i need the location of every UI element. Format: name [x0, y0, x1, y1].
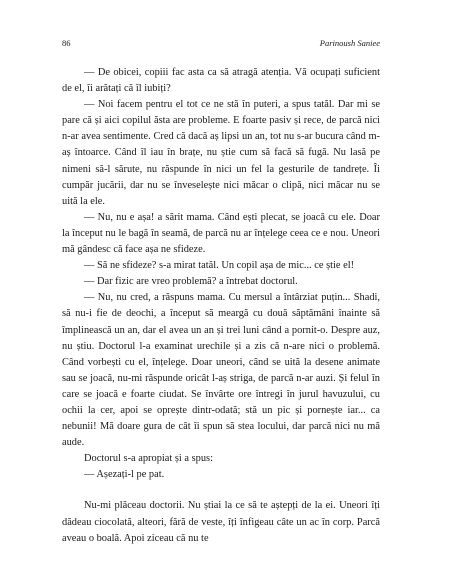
paragraph: Nu-mi plăceau doctorii. Nu știai la ce să te aștepți de la ei. Uneori îți dădeau ciocolată, alteori, fără de veste, îți înfigeau câte un ac în corp. Parcă aveau o boală. Apoi ziceau că nu te — [62, 500, 380, 544]
body-text — [62, 65, 380, 547]
page-number: 86 — [62, 38, 71, 48]
paragraph: — Noi facem pentru el tot ce ne stă în puteri, a spus tatăl. Dar mi se pare că și aici copilul ăsta are probleme. E foarte pasiv și rece, de parcă nici n-ar avea sentimente. Cred că dacă aș lipsi un an, tot nu s-ar bucura când m-aș întoarce. Când îl iau în brațe, nu știe cum să facă să fugă. Nu lasă pe nimeni să-l sărute, nu răspunde în nici un fel la gesturile de tandrețe. Îi cumpăr jucării, dar nu se înveselește nici măcar o clipă, nici măcar nu se uită la ele. — [62, 99, 380, 207]
paragraph: — Așezați-l pe pat. — [84, 469, 165, 481]
section-break — [62, 483, 380, 498]
paragraph: — Nu, nu cred, a răspuns mama. Cu mersul a întârziat puțin... Shadi, să nu-i fie de deochi, a început să meargă cu două săptămâni înainte să împlinească un an, dar el avea un an și trei luni când a pornit-o. Despre auz, nu știu. Doctorul l-a examinat urechile și a zis că n-are nici o problemă. Când vorbești cu el, înțelege. Doar uneori, când se uită la desene animate sau se joacă, nu-mi răspunde oricât l-aș striga, de parcă n-ar auzi. Și felul în care se joacă e foarte ciudat. Se învârte ore întregi în jurul havuzului, cu ochii la cer, apoi se oprește dintr-odată; stă un pic și pornește iar... ca nebunii! Mă doare gura de cât îi spun să stea locului, dar parcă nici nu mă aude. — [62, 292, 380, 449]
paragraph: — Să ne sfideze? s-a mirat tatăl. Un copil așa de mic... ce știe el! — [84, 260, 355, 272]
paragraph: Doctorul s-a apropiat și a spus: — [84, 453, 213, 465]
running-header-author: Parinoush Saniee — [319, 38, 380, 48]
paragraph: — De obicei, copiii fac asta ca să atragă atenția. Vă ocupați suficient de el, îi arătați că îl iubiți? — [62, 67, 380, 95]
page-header — [62, 38, 380, 52]
paragraph: — Dar fizic are vreo problemă? a întrebat doctorul. — [84, 276, 298, 288]
paragraph: — Nu, nu e așa! a sărit mama. Când ești plecat, se joacă cu ele. Doar la început nu le bagă în seamă, de parcă nu ar înțelege ceea ce e nou. Uneori mă gândesc că face așa ne sfideze. — [62, 211, 380, 256]
